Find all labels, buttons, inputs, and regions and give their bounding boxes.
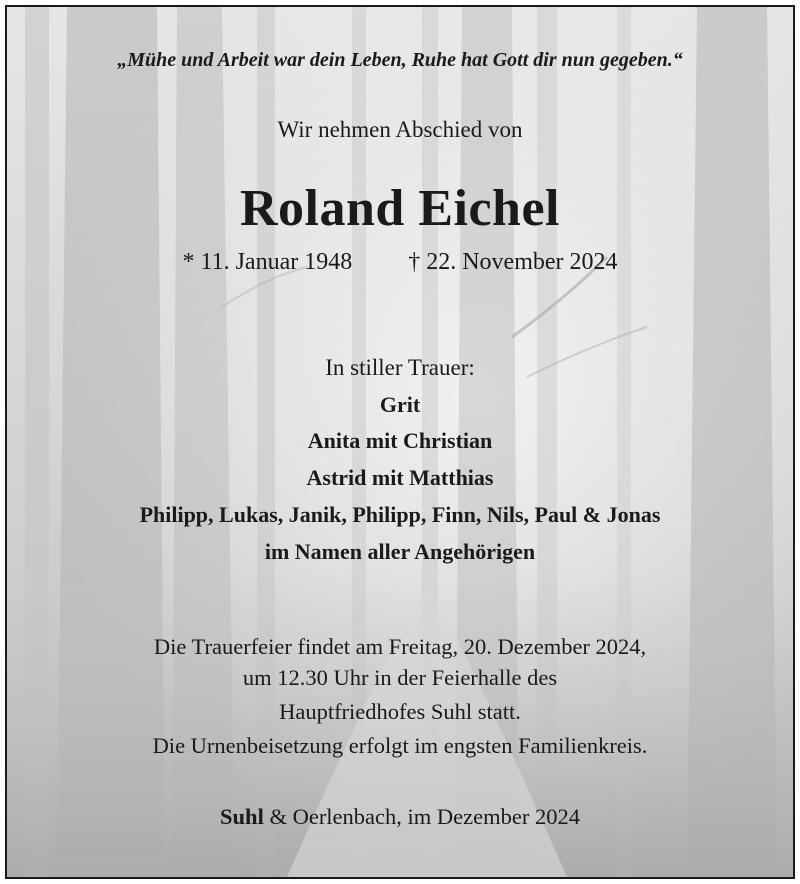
mourner-line: im Namen aller Angehörigen	[264, 539, 536, 564]
death-date: † 22. November 2024	[408, 249, 618, 275]
service-line: Hauptfriedhofes Suhl statt.	[279, 699, 521, 724]
closing-place: Suhl	[220, 804, 264, 829]
birth-date: * 11. Januar 1948	[182, 249, 353, 275]
mourners-intro: In stiller Trauer:	[325, 355, 475, 380]
service-line: um 12.30 Uhr in der Feierhalle des	[242, 665, 558, 690]
deceased-name: Roland Eichel	[240, 180, 560, 237]
mourner-line: Grit	[379, 392, 421, 417]
obituary-notice	[5, 5, 795, 879]
mourner-line: Anita mit Christian	[307, 428, 493, 453]
farewell-intro: Wir nehmen Abschied von	[277, 117, 523, 142]
life-dates	[7, 249, 793, 276]
service-line: Die Urnenbeisetzung erfolgt im engsten Familienkreis.	[152, 733, 648, 758]
service-line: Die Trauerfeier findet am Freitag, 20. Dezember 2024,	[153, 634, 647, 659]
closing-rest: & Oerlenbach, im Dezember 2024	[263, 804, 580, 829]
motto-quote: „Mühe und Arbeit war dein Leben, Ruhe hat Gott dir nun gegeben.“	[117, 49, 683, 71]
closing-line	[7, 804, 793, 830]
mourner-line: Philipp, Lukas, Janik, Philipp, Finn, Nils, Paul & Jonas	[139, 502, 661, 527]
mourner-line: Astrid mit Matthias	[306, 465, 494, 490]
notice-content	[7, 7, 793, 877]
